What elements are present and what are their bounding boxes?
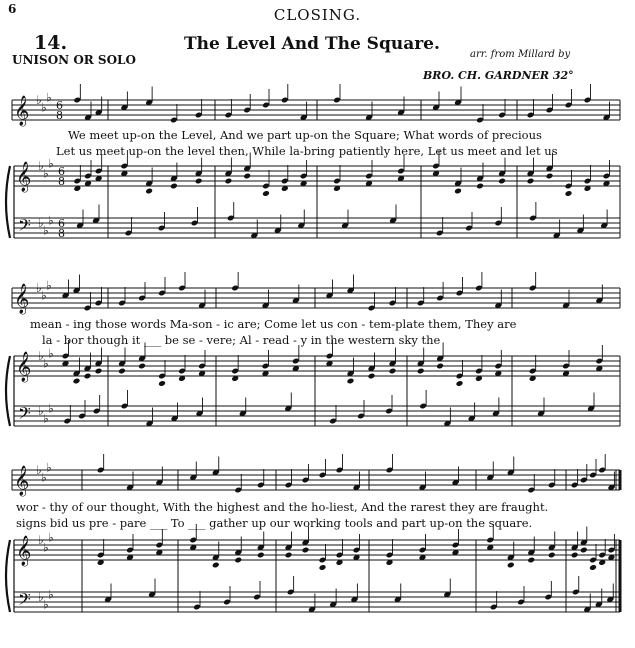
system1-voice-treble-clef: 𝄞 [14,96,30,126]
flat-sign: ♭ [43,166,49,181]
system2-piano-treble-clef: 𝄞 [16,352,32,382]
hymn-number: 14. [34,32,68,54]
system2-treble-note-chord [84,373,92,380]
lyric-system2-verse1: mean - ing those words Ma-son - ic are; Come let us con - tem-plate them, They are [30,317,517,331]
system2-treble-note-chord [138,363,146,370]
section-heading: CLOSING. [273,6,362,24]
system2-treble-note-chord [436,363,444,370]
flat-sign: ♭ [43,540,49,555]
flat-sign: ♭ [48,530,54,545]
flat-sign: ♭ [46,90,52,105]
system2-treble-note-chord [347,378,355,385]
lyric-system3-verse1: wor - thy of our thought, With the highest and the ho-liest, And the rarest they are fraught. [16,500,549,514]
system1-bass-clef: 𝄢 [18,215,31,239]
flat-sign: ♭ [38,590,44,604]
system3-treble-note-chord [507,562,515,569]
flat-sign: ♭ [48,587,54,602]
system1-treble-note-chord [243,173,251,180]
system2-treble-note-chord [417,368,425,375]
system2-voice-treble-clef: 𝄞 [14,284,30,314]
flat-sign: ♭ [38,159,44,173]
system1-treble-note-chord [262,190,270,197]
flat-sign: ♭ [43,411,49,426]
system2-treble-note-chord [456,380,464,387]
flat-sign: ♭ [46,460,52,475]
system1-brace [6,166,10,238]
system2-treble-note-chord [389,368,397,375]
flat-sign: ♭ [48,156,54,171]
system2-treble-note-chord [158,380,166,387]
system2-treble-note-chord [118,368,126,375]
system3-treble-note-chord [548,552,556,559]
time-signature-numerator: 6 [58,217,65,230]
flat-sign: ♭ [43,356,49,371]
system3-treble-note-chord [571,552,579,559]
system3-treble-note-chord [302,547,310,554]
system3-treble-note-chord [285,552,293,559]
arranger-name: BRO. CH. GARDNER 32° [423,69,574,82]
page-number: 6 [8,2,17,16]
system3-treble-note-chord [257,552,265,559]
time-signature-numerator: 6 [58,165,65,178]
flat-sign: ♭ [36,93,42,107]
system3-treble-note-chord [234,557,242,564]
system1-treble-note-chord [170,183,178,190]
flat-sign: ♭ [38,404,44,418]
system2-bass-clef: 𝄢 [18,403,31,427]
system3-treble-note-chord [212,562,220,569]
system3-voice-treble-clef: 𝄞 [14,466,30,496]
time-signature-numerator: 6 [56,99,63,112]
system3-brace [6,540,10,612]
flat-sign: ♭ [38,349,44,363]
lyric-system3-verse2: signs bid us pre - pare ___ To ___ gather up our working tools and part up-on the square. [16,516,533,530]
time-signature-denominator: 8 [56,109,63,122]
flat-sign: ♭ [41,470,47,485]
flat-sign: ♭ [36,281,42,295]
flat-sign: ♭ [43,223,49,238]
system3-bass-clef: 𝄢 [18,589,31,613]
system1-treble-note-chord [498,178,506,185]
arrangement-credit: arr. from Millard by [470,49,571,60]
system1-treble-note-chord [527,178,535,185]
system1-treble-note-chord [195,178,203,185]
flat-sign: ♭ [46,278,52,293]
system3-treble-note-chord [589,564,597,571]
lyric-system2-verse2: la - bor though it ___ be se - vere; Al - read - y in the western sky the [42,333,441,347]
flat-sign: ♭ [36,463,42,477]
system1-treble-note-chord [546,173,554,180]
system1-treble-note-chord [476,183,484,190]
system1-treble-note-chord [145,188,153,195]
system3-treble-note-chord [580,547,588,554]
flat-sign: ♭ [43,597,49,612]
system2-treble-note-chord [368,373,376,380]
time-signature-denominator: 8 [58,227,65,240]
lyric-system1-verse1: We meet up-on the Level, And we part up-on the Square; What words of precious [68,128,542,142]
system1-treble-note-chord [565,190,573,197]
flat-sign: ♭ [38,216,44,230]
flat-sign: ♭ [48,213,54,228]
time-signature-denominator: 8 [58,175,65,188]
system2-brace [6,356,10,426]
flat-sign: ♭ [41,100,47,115]
system2-treble-note-chord [95,368,103,375]
system2-treble-note-chord [73,378,81,385]
hymn-title: The Level And The Square. [184,34,440,54]
flat-sign: ♭ [48,401,54,416]
flat-sign: ♭ [48,346,54,361]
system3-piano-treble-clef: 𝄞 [16,536,32,566]
voicing-label: UNISON OR SOLO [12,53,136,67]
flat-sign: ♭ [41,288,47,303]
system1-treble-note-chord [224,178,232,185]
system3-treble-note-chord [319,564,327,571]
flat-sign: ♭ [38,533,44,547]
system3-treble-note-chord [527,557,535,564]
lyric-system1-verse2: Let us meet up-on the level then, While la-bring patiently here, Let us meet and let us [56,144,558,158]
system1-piano-treble-clef: 𝄞 [16,162,32,192]
system1-treble-note-chord [454,188,462,195]
